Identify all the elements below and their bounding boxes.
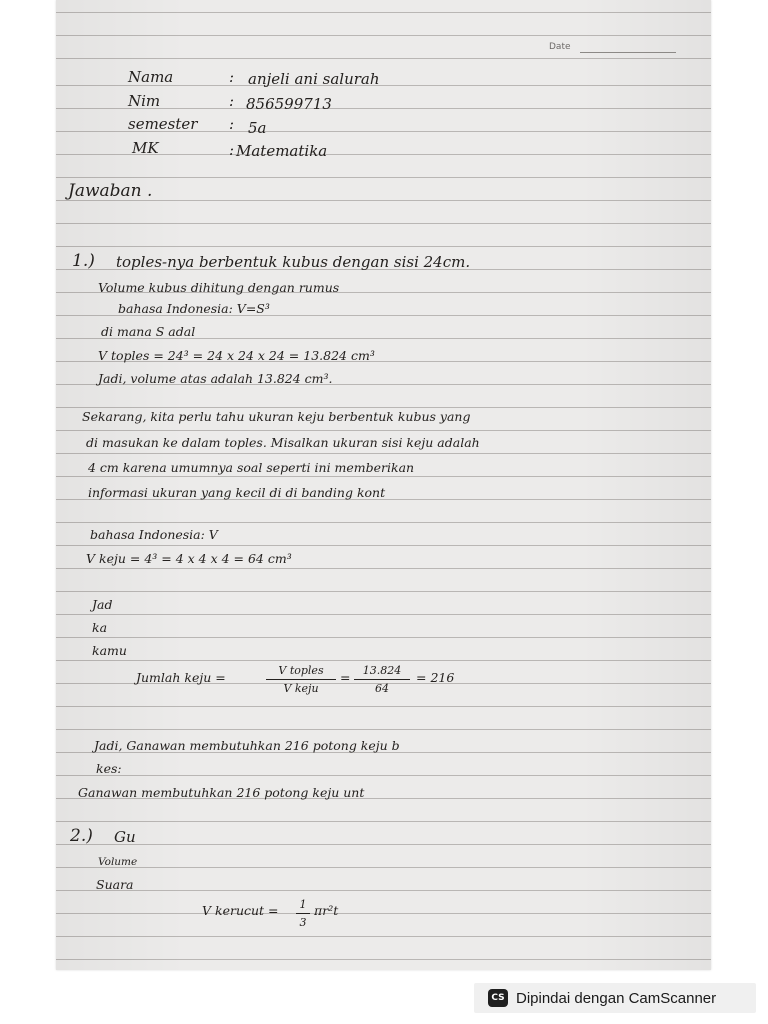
camscanner-watermark <box>474 983 756 1013</box>
answer-1-line: bahasa Indonesia: V <box>90 527 218 542</box>
keju-count-prefix: Jumlah keju = <box>136 670 226 685</box>
fraction-numeric <box>354 664 410 695</box>
camscanner-logo-icon: CS <box>488 989 508 1007</box>
fraction-numeric-numerator: 13.824 <box>362 664 402 677</box>
conclusion-line: kes: <box>96 761 122 776</box>
answer-1-number: 1.) <box>72 251 95 271</box>
fraction-result: = 216 <box>416 670 455 685</box>
answer-1-line: ka <box>92 620 108 635</box>
conclusion-line: Ganawan membutuhkan 216 potong keju unt <box>78 785 365 800</box>
fraction-numeric-denominator: 64 <box>375 682 389 695</box>
notebook-page <box>56 0 711 970</box>
answer-2-number: 2.) <box>70 826 93 846</box>
answer-2-line: Suara <box>96 877 134 892</box>
answer-2-line: Volume <box>98 856 138 868</box>
answer-1-line: kamu <box>92 643 127 658</box>
date-line <box>580 52 676 53</box>
answer-1-line: V keju = 4³ = 4 x 4 x 4 = 64 cm³ <box>86 551 292 566</box>
mk-label: MK <box>132 139 159 157</box>
mk-separator: : <box>229 141 235 159</box>
semester-value: 5a <box>248 119 267 137</box>
semester-label: semester <box>128 115 198 133</box>
name-label: Nama <box>128 68 174 86</box>
date-label: Date <box>549 42 571 52</box>
answer-1-line: Jad <box>92 597 113 612</box>
camscanner-text: Dipindai dengan CamScanner <box>516 989 717 1007</box>
one-third-denominator: 3 <box>299 916 307 929</box>
mk-value: Matematika <box>236 142 328 160</box>
answers-heading: Jawaban . <box>68 181 153 201</box>
answer-1-line: Sekarang, kita perlu tahu ukuran keju berbentuk kubus yang <box>82 409 471 424</box>
name-separator: : <box>229 68 235 86</box>
answer-1-line: V toples = 24³ = 24 x 24 x 24 = 13.824 cm³ <box>98 348 375 363</box>
answer-2-line: Gu <box>114 828 136 846</box>
fraction-equals: = <box>340 670 351 685</box>
fraction-numerator: V toples <box>278 664 324 677</box>
answer-1-line: Jadi, volume atas adalah 13.824 cm³. <box>98 371 333 386</box>
answer-1-line: bahasa Indonesia: V=S³ <box>118 301 270 316</box>
fraction-bar <box>266 679 336 680</box>
semester-separator: : <box>229 115 235 133</box>
fraction-denominator: V keju <box>283 682 319 695</box>
cone-volume-formula: V kerucut = <box>202 903 279 918</box>
conclusion-line: Jadi, Ganawan membutuhkan 216 potong keju b <box>94 738 400 753</box>
answer-1-line: toples-nya berbentuk kubus dengan sisi 24cm. <box>116 253 471 271</box>
nim-value: 856599713 <box>246 95 332 113</box>
answer-1-line: Volume kubus dihitung dengan rumus <box>98 280 340 295</box>
nim-separator: : <box>229 92 235 110</box>
name-value: anjeli ani salurah <box>248 70 380 88</box>
fraction-numeric-bar <box>354 679 410 680</box>
answer-1-line: informasi ukuran yang kecil di di banding kont <box>88 485 386 500</box>
one-third-fraction <box>296 898 310 929</box>
cone-formula-tail: πr²t <box>314 903 339 918</box>
fraction-vtoples-over-vkeju <box>266 664 336 695</box>
answer-1-line: 4 cm karena umumnya soal seperti ini memberikan <box>88 460 415 475</box>
answer-1-line: di mana S adal <box>101 324 196 339</box>
one-third-numerator: 1 <box>299 898 307 911</box>
nim-label: Nim <box>128 92 161 110</box>
answer-1-line: di masukan ke dalam toples. Misalkan ukuran sisi keju adalah <box>86 435 480 450</box>
one-third-bar <box>296 913 310 914</box>
